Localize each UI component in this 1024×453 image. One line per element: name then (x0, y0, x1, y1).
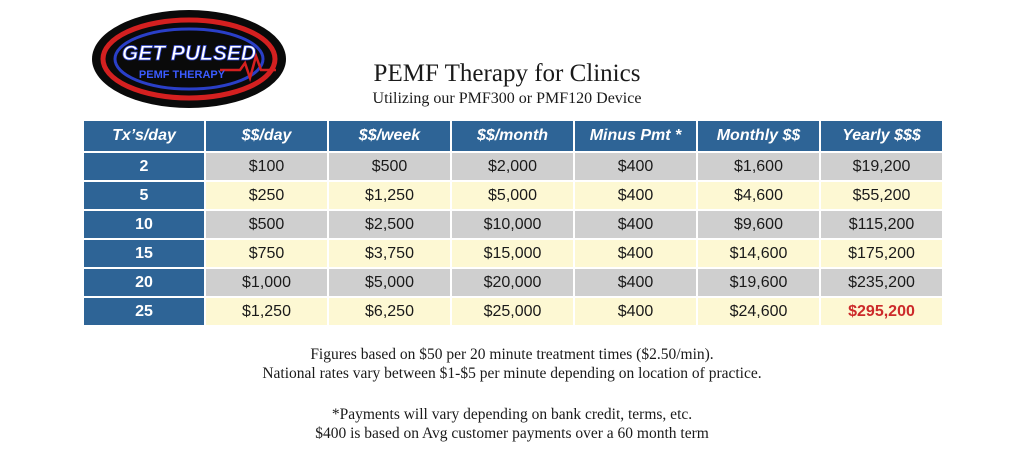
week-cell: $1,250 (328, 181, 451, 210)
day-cell: $1,000 (205, 268, 328, 297)
table-row (83, 152, 943, 181)
column-header-month: $$/month (451, 120, 574, 152)
week-cell: $5,000 (328, 268, 451, 297)
month-cell: $20,000 (451, 268, 574, 297)
monthly-cell: $9,600 (697, 210, 820, 239)
get-pulsed-logo (90, 8, 288, 110)
pmt-cell: $400 (574, 268, 697, 297)
revenue-table (82, 119, 944, 327)
day-cell: $1,250 (205, 297, 328, 326)
table-row (83, 239, 943, 268)
page-subtitle: Utilizing our PMF300 or PMF120 Device (372, 90, 642, 107)
tx-cell: 2 (83, 152, 205, 181)
note-line: $400 is based on Avg customer payments over a 60 month term (315, 425, 709, 442)
payment-notes (150, 405, 874, 443)
yearly-cell: $175,200 (820, 239, 943, 268)
month-cell: $15,000 (451, 239, 574, 268)
yearly-cell: $19,200 (820, 152, 943, 181)
pmt-cell: $400 (574, 181, 697, 210)
title-block (300, 60, 714, 109)
pmt-cell: $400 (574, 210, 697, 239)
tx-cell: 20 (83, 268, 205, 297)
page-title: PEMF Therapy for Clinics (373, 60, 641, 87)
monthly-cell: $4,600 (697, 181, 820, 210)
day-cell: $100 (205, 152, 328, 181)
monthly-cell: $14,600 (697, 239, 820, 268)
column-header-monthly: Monthly $$ (697, 120, 820, 152)
pmt-cell: $400 (574, 239, 697, 268)
monthly-cell: $24,600 (697, 297, 820, 326)
column-header-yearly: Yearly $$$ (820, 120, 943, 152)
pricing-notes (150, 345, 874, 383)
week-cell: $2,500 (328, 210, 451, 239)
pmt-cell: $400 (574, 297, 697, 326)
month-cell: $5,000 (451, 181, 574, 210)
pmt-cell: $400 (574, 152, 697, 181)
tx-cell: 5 (83, 181, 205, 210)
table-header-row (83, 120, 943, 152)
month-cell: $25,000 (451, 297, 574, 326)
column-header-minus-pmt: Minus Pmt * (574, 120, 697, 152)
monthly-cell: $1,600 (697, 152, 820, 181)
tx-cell: 10 (83, 210, 205, 239)
week-cell: $6,250 (328, 297, 451, 326)
tx-cell: 15 (83, 239, 205, 268)
yearly-cell: $235,200 (820, 268, 943, 297)
tx-cell: 25 (83, 297, 205, 326)
yearly-cell-highlight: $295,200 (820, 297, 943, 326)
table-row (83, 181, 943, 210)
week-cell: $3,750 (328, 239, 451, 268)
table-row (83, 210, 943, 239)
column-header-week: $$/week (328, 120, 451, 152)
table-row (83, 297, 943, 326)
yearly-cell: $115,200 (820, 210, 943, 239)
column-header-tx: Tx’s/day (83, 120, 205, 152)
day-cell: $750 (205, 239, 328, 268)
logo-line2: PEMF THERAPY (138, 69, 226, 81)
month-cell: $2,000 (451, 152, 574, 181)
column-header-day: $$/day (205, 120, 328, 152)
month-cell: $10,000 (451, 210, 574, 239)
note-line: *Payments will vary depending on bank credit, terms, etc. (331, 406, 693, 423)
note-line: National rates vary between $1-$5 per minute depending on location of practice. (262, 365, 762, 382)
table-row (83, 268, 943, 297)
note-line: Figures based on $50 per 20 minute treatment times ($2.50/min). (310, 346, 714, 363)
week-cell: $500 (328, 152, 451, 181)
logo-line1: GET PULSED (121, 42, 257, 65)
yearly-cell: $55,200 (820, 181, 943, 210)
day-cell: $500 (205, 210, 328, 239)
day-cell: $250 (205, 181, 328, 210)
monthly-cell: $19,600 (697, 268, 820, 297)
